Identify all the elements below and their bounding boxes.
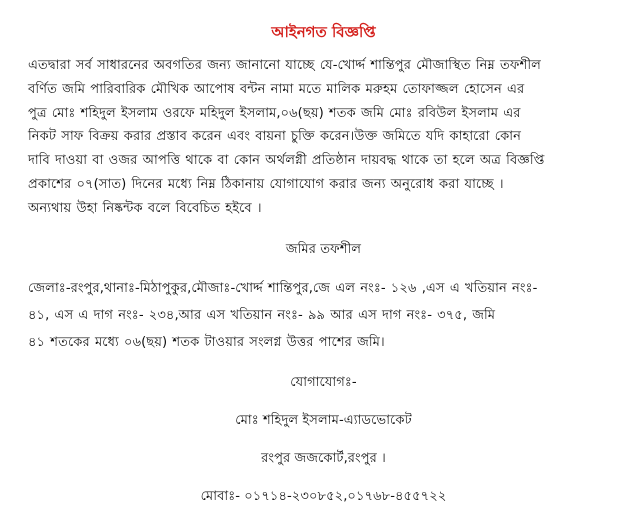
- notice-body-line: অন্যথায় উহা নিষ্কন্টক বলে বিবেচিত হইবে ।: [28, 200, 262, 216]
- notice-body-line: এতদ্বারা সর্ব সাধারনের অবগতির জন্য জানানো যাচ্ছে যে-খোর্দ্দ শান্তিপুর মৌজাস্থিত নিম্ন তফশীল: [28, 58, 541, 73]
- land-schedule-line: জেলাঃ-রংপুর,থানাঃ-মিঠাপুকুর,মৌজাঃ-খোর্দ্দ শান্তিপুর,জে এল নংঃ- ১২৬ ,এস এ খতিয়ান নংঃ-: [28, 280, 538, 296]
- land-schedule-line: ৪১ শতকের মধ্যে ০৬(ছয়) শতক টাওয়ার সংলগ্ন উত্তর পাশের জমি।: [28, 334, 385, 350]
- notice-title: আইনগত বিজ্ঞপ্তি: [271, 23, 376, 41]
- land-schedule-details: [28, 275, 619, 356]
- notice-body-line: দাবি দাওয়া বা ওজর আপত্তি থাকে বা কোন অর্থলগ্নী প্রতিষ্ঠান দায়বদ্ধ থাকে তা হলে অত্র বিজ্ঞপ্তি: [28, 153, 545, 169]
- notice-body: [28, 54, 619, 221]
- contact-heading: যোগাযোগঃ-: [290, 374, 357, 390]
- notice-body-line: বর্ণিত জমি পারিবারিক মৌখিক আপোষ বন্টন নামা মতে মালিক মরুহম তোফাজ্জল হোসেন এর: [28, 81, 525, 97]
- notice-body-line: প্রকাশের ০৭(সাত) দিনের মধ্যে নিম্ন ঠিকানায় যোগাযোগ করার জন্য অনুরোধ করা যাচ্ছে ।: [28, 176, 504, 192]
- land-schedule-heading: জমির তফশীল: [285, 241, 362, 257]
- contact-address: রংপুর জজকোর্ট,রংপুর ।: [261, 450, 386, 466]
- notice-body-line: নিকট সাফ বিক্রয় করার প্রস্তাব করেন এবং বায়না চুক্তি করেন।উক্ত জমিতে যদি কাহারো কোন: [28, 129, 521, 145]
- notice-body-line: পুত্র মোঃ শহিদুল ইসলাম ওরফে মহিদুল ইসলাম,০৬(ছয়) শতক জমি মোঃ রবিউল ইসলাম এর: [28, 105, 521, 121]
- contact-name: মোঃ শহিদুল ইসলাম-এ্যাডভোকেট: [235, 412, 412, 428]
- land-schedule-line: ৪১, এস এ দাগ নংঃ- ২৩৪,আর এস খতিয়ান নংঃ- ৯৯ আর এস দাগ নংঃ- ৩৭৫, জমি: [28, 307, 496, 323]
- contact-mobile: মোবাঃ- ০১৭১৪-২৩০৮৫২,০১৭৬৮-৪৫৫৭২২: [200, 488, 447, 504]
